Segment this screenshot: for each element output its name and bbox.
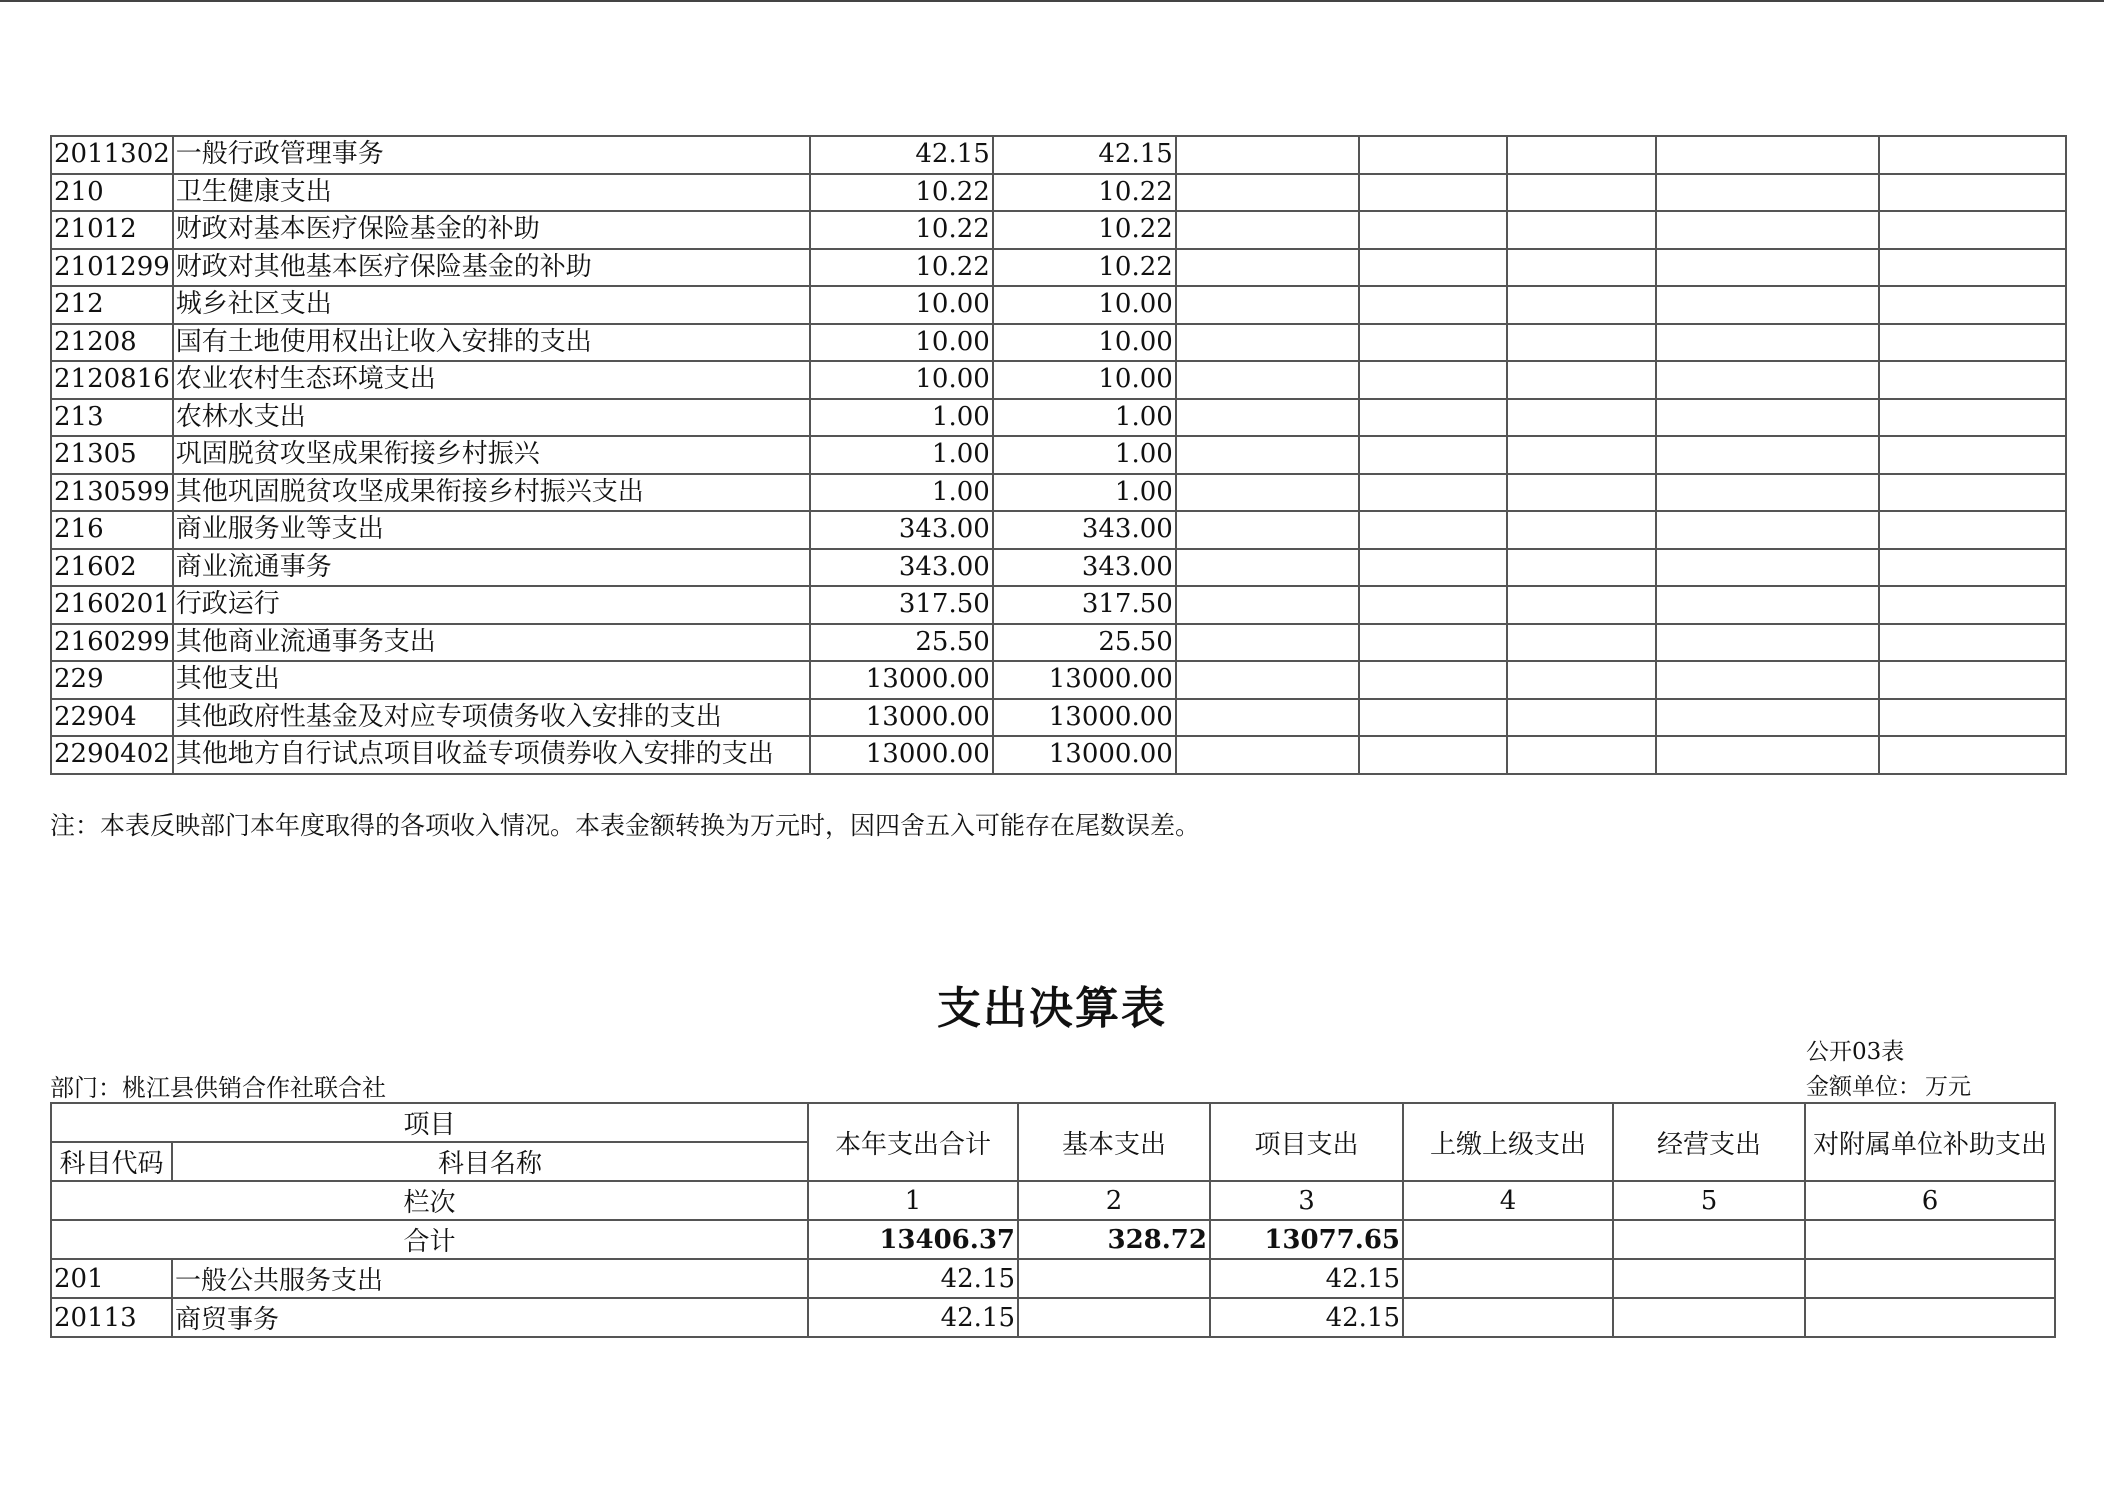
value-empty-3 xyxy=(1176,136,1359,174)
value-fiscal: 42.15 xyxy=(993,136,1176,174)
value-empty-7 xyxy=(1879,174,2066,212)
value-fiscal: 317.50 xyxy=(993,586,1176,624)
table-row xyxy=(51,586,2066,624)
total-expenditure: 42.15 xyxy=(808,1259,1018,1298)
value-total: 13000.00 xyxy=(810,661,993,699)
value-fiscal: 343.00 xyxy=(993,511,1176,549)
value-empty-7 xyxy=(1879,624,2066,662)
value-empty-4 xyxy=(1359,624,1507,662)
value-total: 13000.00 xyxy=(810,699,993,737)
table-row xyxy=(51,624,2066,662)
value-empty-6 xyxy=(1656,699,1879,737)
subject-name: 其他支出 xyxy=(173,661,810,699)
value-total: 343.00 xyxy=(810,511,993,549)
value-empty-6 xyxy=(1656,286,1879,324)
column-index-2: 2 xyxy=(1018,1181,1210,1220)
value-empty-4 xyxy=(1359,174,1507,212)
value-empty-3 xyxy=(1176,474,1359,512)
value-empty-3 xyxy=(1176,436,1359,474)
subject-name: 国有土地使用权出让收入安排的支出 xyxy=(173,324,810,362)
value-empty-7 xyxy=(1879,661,2066,699)
top-border-line xyxy=(0,0,2104,2)
subject-code: 201 xyxy=(51,1259,172,1298)
value-empty-5 xyxy=(1507,624,1656,662)
subsidiary-subsidy xyxy=(1805,1298,2055,1337)
value-fiscal: 10.22 xyxy=(993,249,1176,287)
subject-name: 财政对其他基本医疗保险基金的补助 xyxy=(173,249,810,287)
remit-superior xyxy=(1403,1298,1613,1337)
value-empty-3 xyxy=(1176,624,1359,662)
value-empty-4 xyxy=(1359,286,1507,324)
table-row xyxy=(51,549,2066,587)
value-fiscal: 10.22 xyxy=(993,211,1176,249)
value-fiscal: 1.00 xyxy=(993,436,1176,474)
value-fiscal: 13000.00 xyxy=(993,661,1176,699)
project-expenditure: 42.15 xyxy=(1210,1298,1403,1337)
table-row xyxy=(51,136,2066,174)
remit-superior xyxy=(1403,1259,1613,1298)
value-empty-7 xyxy=(1879,211,2066,249)
value-empty-3 xyxy=(1176,549,1359,587)
table-row xyxy=(51,249,2066,287)
subject-code: 21208 xyxy=(51,324,173,362)
value-total: 1.00 xyxy=(810,474,993,512)
project-expenditure: 42.15 xyxy=(1210,1259,1403,1298)
value-total: 317.50 xyxy=(810,586,993,624)
value-empty-5 xyxy=(1507,661,1656,699)
income-table-continued xyxy=(50,135,2067,775)
subject-name: 卫生健康支出 xyxy=(173,174,810,212)
value-total: 10.00 xyxy=(810,324,993,362)
value-empty-6 xyxy=(1656,174,1879,212)
department-label: 部门：桃江县供销合作社联合社 xyxy=(50,1074,386,1102)
value-empty-7 xyxy=(1879,249,2066,287)
total-c6 xyxy=(1805,1220,2055,1259)
value-fiscal: 10.22 xyxy=(993,174,1176,212)
subject-code: 213 xyxy=(51,399,173,437)
column-index-1: 1 xyxy=(808,1181,1018,1220)
value-empty-6 xyxy=(1656,624,1879,662)
table-row xyxy=(51,736,2066,774)
basic-expenditure xyxy=(1018,1298,1210,1337)
header-row-1 xyxy=(51,1103,2055,1142)
subject-code: 2160201 xyxy=(51,586,173,624)
value-total: 13000.00 xyxy=(810,736,993,774)
value-empty-7 xyxy=(1879,361,2066,399)
value-empty-6 xyxy=(1656,361,1879,399)
column-index-5: 5 xyxy=(1613,1181,1805,1220)
value-empty-3 xyxy=(1176,661,1359,699)
value-fiscal: 13000.00 xyxy=(993,736,1176,774)
table-row xyxy=(51,174,2066,212)
value-empty-3 xyxy=(1176,174,1359,212)
subject-code: 2130599 xyxy=(51,474,173,512)
header-operating-expenditure: 经营支出 xyxy=(1613,1103,1805,1181)
column-index-3: 3 xyxy=(1210,1181,1403,1220)
subject-code: 22904 xyxy=(51,699,173,737)
subject-name: 一般公共服务支出 xyxy=(172,1259,808,1298)
subject-name: 农业农村生态环境支出 xyxy=(173,361,810,399)
operating-expenditure xyxy=(1613,1259,1805,1298)
value-empty-5 xyxy=(1507,586,1656,624)
expenditure-table xyxy=(50,1102,2056,1338)
value-empty-4 xyxy=(1359,736,1507,774)
column-index-4: 4 xyxy=(1403,1181,1613,1220)
unit-label: 金额单位： xyxy=(1806,1074,1921,1100)
total-row xyxy=(51,1220,2055,1259)
table-row xyxy=(51,361,2066,399)
value-empty-7 xyxy=(1879,699,2066,737)
value-empty-5 xyxy=(1507,699,1656,737)
value-empty-7 xyxy=(1879,286,2066,324)
value-empty-4 xyxy=(1359,474,1507,512)
table-row xyxy=(51,324,2066,362)
value-empty-6 xyxy=(1656,324,1879,362)
subject-name: 商业服务业等支出 xyxy=(173,511,810,549)
value-empty-5 xyxy=(1507,474,1656,512)
subject-name: 其他巩固脱贫攻坚成果衔接乡村振兴支出 xyxy=(173,474,810,512)
value-empty-3 xyxy=(1176,211,1359,249)
subject-code: 229 xyxy=(51,661,173,699)
value-empty-5 xyxy=(1507,436,1656,474)
value-fiscal: 13000.00 xyxy=(993,699,1176,737)
subject-name: 其他商业流通事务支出 xyxy=(173,624,810,662)
table-row xyxy=(51,1259,2055,1298)
value-total: 343.00 xyxy=(810,549,993,587)
value-empty-7 xyxy=(1879,399,2066,437)
subject-code: 21305 xyxy=(51,436,173,474)
table-row xyxy=(51,1298,2055,1337)
header-remit-superior: 上缴上级支出 xyxy=(1403,1103,1613,1181)
value-empty-6 xyxy=(1656,661,1879,699)
value-total: 10.00 xyxy=(810,361,993,399)
subject-code: 2160299 xyxy=(51,624,173,662)
basic-expenditure xyxy=(1018,1259,1210,1298)
subject-name: 商贸事务 xyxy=(172,1298,808,1337)
value-empty-6 xyxy=(1656,511,1879,549)
value-total: 42.15 xyxy=(810,136,993,174)
value-empty-3 xyxy=(1176,399,1359,437)
value-empty-7 xyxy=(1879,736,2066,774)
subject-name: 财政对基本医疗保险基金的补助 xyxy=(173,211,810,249)
subject-code: 20113 xyxy=(51,1298,172,1337)
column-index-row xyxy=(51,1181,2055,1220)
value-fiscal: 10.00 xyxy=(993,361,1176,399)
subject-name: 巩固脱贫攻坚成果衔接乡村振兴 xyxy=(173,436,810,474)
total-c5 xyxy=(1613,1220,1805,1259)
total-c3: 13077.65 xyxy=(1210,1220,1403,1259)
value-empty-6 xyxy=(1656,211,1879,249)
subject-code: 212 xyxy=(51,286,173,324)
value-empty-5 xyxy=(1507,136,1656,174)
value-fiscal: 10.00 xyxy=(993,324,1176,362)
total-c1: 13406.37 xyxy=(808,1220,1018,1259)
table-number: 公开03表 xyxy=(1806,1039,1905,1065)
value-empty-6 xyxy=(1656,249,1879,287)
value-empty-5 xyxy=(1507,511,1656,549)
table-row xyxy=(51,436,2066,474)
value-empty-6 xyxy=(1656,736,1879,774)
value-empty-4 xyxy=(1359,549,1507,587)
total-expenditure: 42.15 xyxy=(808,1298,1018,1337)
value-fiscal: 10.00 xyxy=(993,286,1176,324)
value-total: 25.50 xyxy=(810,624,993,662)
table-row xyxy=(51,211,2066,249)
value-empty-4 xyxy=(1359,586,1507,624)
value-empty-4 xyxy=(1359,211,1507,249)
value-empty-3 xyxy=(1176,736,1359,774)
value-empty-6 xyxy=(1656,549,1879,587)
value-total: 10.22 xyxy=(810,249,993,287)
subject-name: 农林水支出 xyxy=(173,399,810,437)
subject-code: 21602 xyxy=(51,549,173,587)
column-index-label: 栏次 xyxy=(51,1181,808,1220)
subject-code: 2101299 xyxy=(51,249,173,287)
value-empty-4 xyxy=(1359,399,1507,437)
value-empty-5 xyxy=(1507,324,1656,362)
value-total: 10.22 xyxy=(810,174,993,212)
table-row xyxy=(51,511,2066,549)
value-total: 10.22 xyxy=(810,211,993,249)
value-empty-3 xyxy=(1176,511,1359,549)
header-total-expenditure: 本年支出合计 xyxy=(808,1103,1018,1181)
value-empty-5 xyxy=(1507,249,1656,287)
value-empty-6 xyxy=(1656,136,1879,174)
value-empty-6 xyxy=(1656,474,1879,512)
value-empty-4 xyxy=(1359,136,1507,174)
subject-name: 行政运行 xyxy=(173,586,810,624)
value-empty-3 xyxy=(1176,361,1359,399)
total-c4 xyxy=(1403,1220,1613,1259)
table-row xyxy=(51,661,2066,699)
header-subject-name: 科目名称 xyxy=(172,1142,808,1181)
value-empty-4 xyxy=(1359,511,1507,549)
value-fiscal: 1.00 xyxy=(993,474,1176,512)
value-empty-7 xyxy=(1879,436,2066,474)
value-empty-5 xyxy=(1507,736,1656,774)
value-total: 1.00 xyxy=(810,399,993,437)
value-empty-4 xyxy=(1359,249,1507,287)
header-basic-expenditure: 基本支出 xyxy=(1018,1103,1210,1181)
subsidiary-subsidy xyxy=(1805,1259,2055,1298)
unit-value: 万元 xyxy=(1925,1074,1971,1100)
value-empty-7 xyxy=(1879,474,2066,512)
value-empty-7 xyxy=(1879,549,2066,587)
value-empty-6 xyxy=(1656,586,1879,624)
value-fiscal: 1.00 xyxy=(993,399,1176,437)
subject-code: 216 xyxy=(51,511,173,549)
table-row xyxy=(51,399,2066,437)
value-empty-4 xyxy=(1359,324,1507,362)
page-title: 支出决算表 xyxy=(937,983,1167,1034)
value-fiscal: 343.00 xyxy=(993,549,1176,587)
value-empty-3 xyxy=(1176,324,1359,362)
value-total: 1.00 xyxy=(810,436,993,474)
subject-name: 其他地方自行试点项目收益专项债券收入安排的支出 xyxy=(173,736,810,774)
amount-unit xyxy=(1806,1068,1971,1101)
value-empty-4 xyxy=(1359,661,1507,699)
subject-code: 21012 xyxy=(51,211,173,249)
total-label: 合计 xyxy=(51,1220,808,1259)
value-total: 10.00 xyxy=(810,286,993,324)
table-row xyxy=(51,286,2066,324)
value-empty-3 xyxy=(1176,699,1359,737)
subject-name: 城乡社区支出 xyxy=(173,286,810,324)
header-item: 项目 xyxy=(51,1103,808,1142)
value-empty-6 xyxy=(1656,399,1879,437)
table-row xyxy=(51,699,2066,737)
value-empty-4 xyxy=(1359,436,1507,474)
operating-expenditure xyxy=(1613,1298,1805,1337)
value-empty-7 xyxy=(1879,586,2066,624)
value-empty-4 xyxy=(1359,699,1507,737)
header-project-expenditure: 项目支出 xyxy=(1210,1103,1403,1181)
value-empty-5 xyxy=(1507,399,1656,437)
value-empty-3 xyxy=(1176,586,1359,624)
value-empty-5 xyxy=(1507,174,1656,212)
table-note: 注：本表反映部门本年度取得的各项收入情况。本表金额转换为万元时，因四舍五入可能存在尾数误差。 xyxy=(50,811,1201,840)
total-c2: 328.72 xyxy=(1018,1220,1210,1259)
value-fiscal: 25.50 xyxy=(993,624,1176,662)
subject-code: 2011302 xyxy=(51,136,173,174)
value-empty-5 xyxy=(1507,549,1656,587)
value-empty-7 xyxy=(1879,136,2066,174)
subject-name: 其他政府性基金及对应专项债务收入安排的支出 xyxy=(173,699,810,737)
header-subject-code: 科目代码 xyxy=(51,1142,172,1181)
value-empty-5 xyxy=(1507,286,1656,324)
value-empty-5 xyxy=(1507,211,1656,249)
subject-code: 210 xyxy=(51,174,173,212)
table-row xyxy=(51,474,2066,512)
subject-code: 2290402 xyxy=(51,736,173,774)
subject-name: 一般行政管理事务 xyxy=(173,136,810,174)
header-subsidiary-subsidy: 对附属单位补助支出 xyxy=(1805,1103,2055,1181)
value-empty-3 xyxy=(1176,249,1359,287)
column-index-6: 6 xyxy=(1805,1181,2055,1220)
value-empty-4 xyxy=(1359,361,1507,399)
value-empty-6 xyxy=(1656,436,1879,474)
value-empty-5 xyxy=(1507,361,1656,399)
value-empty-3 xyxy=(1176,286,1359,324)
value-empty-7 xyxy=(1879,511,2066,549)
subject-name: 商业流通事务 xyxy=(173,549,810,587)
subject-code: 2120816 xyxy=(51,361,173,399)
value-empty-7 xyxy=(1879,324,2066,362)
